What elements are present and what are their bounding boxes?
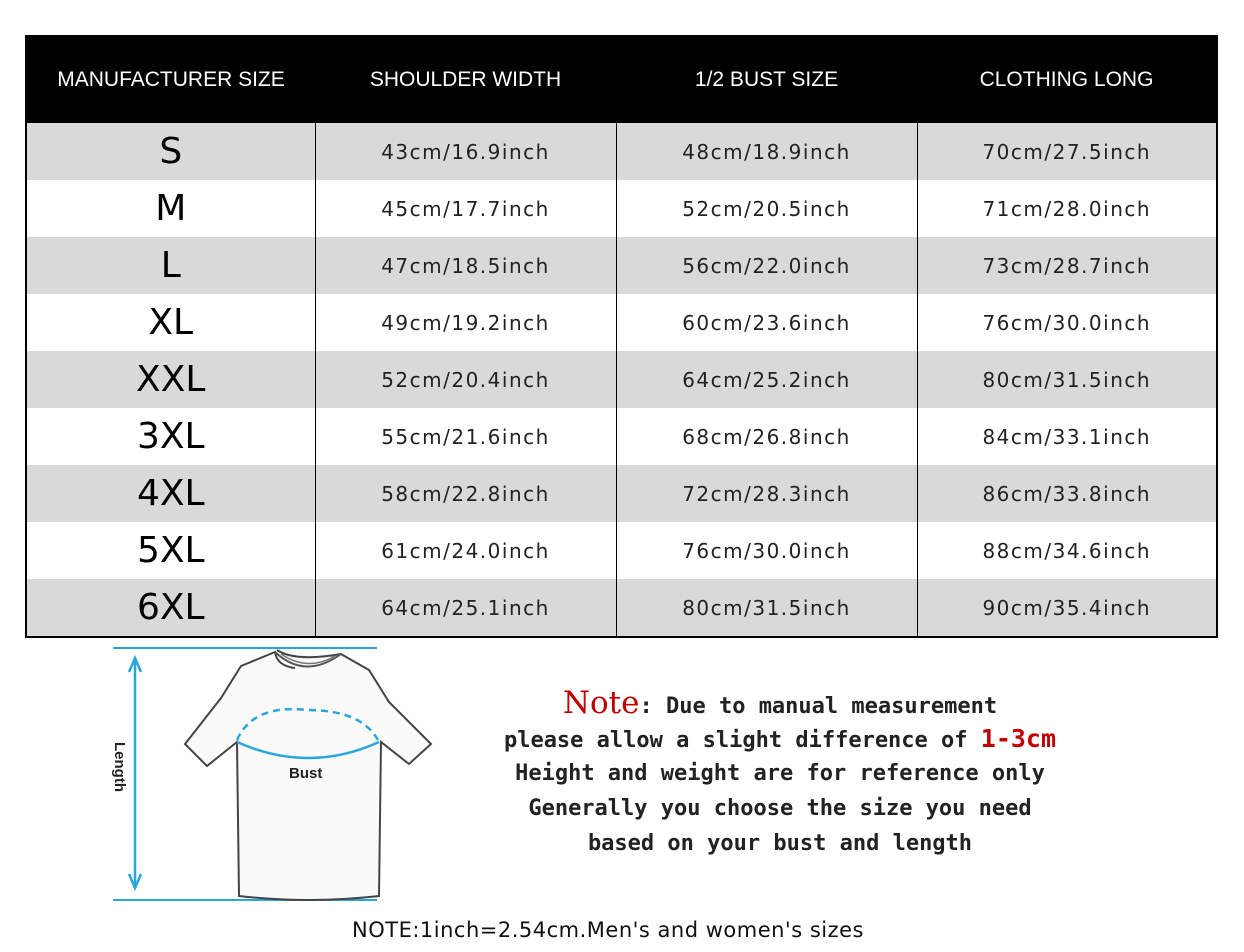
bust-cell: 76cm/30.0inch	[616, 522, 917, 579]
table-row	[26, 408, 1217, 465]
footer-note: NOTE:1inch=2.54cm.Men's and women's sizes	[352, 918, 864, 942]
note-title: Note	[562, 685, 640, 721]
size-cell: XXL	[26, 351, 315, 408]
shoulder-cell: 43cm/16.9inch	[315, 123, 616, 180]
shoulder-cell: 64cm/25.1inch	[315, 579, 616, 637]
header-half-bust-size: 1/2 BUST SIZE	[616, 36, 917, 123]
length-cell: 70cm/27.5inch	[917, 123, 1217, 180]
note-line-1-text: : Due to manual measurement	[639, 694, 998, 719]
header-manufacturer-size: MANUFACTURER SIZE	[26, 36, 315, 123]
size-chart-table	[25, 35, 1218, 638]
bust-cell: 60cm/23.6inch	[616, 294, 917, 351]
bust-label: Bust	[289, 765, 323, 782]
note-tolerance-highlight: 1-3cm	[980, 724, 1057, 753]
table-row	[26, 522, 1217, 579]
table-row	[26, 351, 1217, 408]
size-cell: XL	[26, 294, 315, 351]
bust-cell: 72cm/28.3inch	[616, 465, 917, 522]
length-arrow-icon	[129, 658, 141, 888]
shoulder-cell: 45cm/17.7inch	[315, 180, 616, 237]
header-clothing-long: CLOTHING LONG	[917, 36, 1217, 123]
length-cell: 73cm/28.7inch	[917, 237, 1217, 294]
bust-cell: 68cm/26.8inch	[616, 408, 917, 465]
length-cell: 90cm/35.4inch	[917, 579, 1217, 637]
size-cell: 3XL	[26, 408, 315, 465]
bust-cell: 80cm/31.5inch	[616, 579, 917, 637]
table-row	[26, 294, 1217, 351]
shoulder-cell: 52cm/20.4inch	[315, 351, 616, 408]
shoulder-cell: 61cm/24.0inch	[315, 522, 616, 579]
tshirt-measurement-diagram	[105, 642, 445, 907]
bust-cell: 52cm/20.5inch	[616, 180, 917, 237]
table-row	[26, 180, 1217, 237]
length-cell: 76cm/30.0inch	[917, 294, 1217, 351]
shoulder-cell: 58cm/22.8inch	[315, 465, 616, 522]
shoulder-cell: 47cm/18.5inch	[315, 237, 616, 294]
size-cell: 4XL	[26, 465, 315, 522]
note-line-3: Height and weight are for reference only	[515, 761, 1045, 786]
shoulder-cell: 49cm/19.2inch	[315, 294, 616, 351]
note-block	[440, 686, 1120, 861]
note-line-2	[440, 721, 1120, 756]
shoulder-cell: 55cm/21.6inch	[315, 408, 616, 465]
table-row	[26, 465, 1217, 522]
size-cell: 5XL	[26, 522, 315, 579]
table-row	[26, 237, 1217, 294]
table-row	[26, 123, 1217, 180]
note-line-4: Generally you choose the size you need	[528, 796, 1032, 821]
bust-cell: 48cm/18.9inch	[616, 123, 917, 180]
size-cell: S	[26, 123, 315, 180]
note-line-1	[440, 686, 1120, 721]
length-cell: 80cm/31.5inch	[917, 351, 1217, 408]
table-row	[26, 579, 1217, 637]
table-header-row	[26, 36, 1217, 123]
bust-cell: 56cm/22.0inch	[616, 237, 917, 294]
length-cell: 84cm/33.1inch	[917, 408, 1217, 465]
note-line-5: based on your bust and length	[587, 831, 973, 856]
length-cell: 86cm/33.8inch	[917, 465, 1217, 522]
size-cell: M	[26, 180, 315, 237]
length-label: Length	[111, 742, 128, 792]
size-cell: 6XL	[26, 579, 315, 637]
length-cell: 88cm/34.6inch	[917, 522, 1217, 579]
header-shoulder-width: SHOULDER WIDTH	[315, 36, 616, 123]
length-cell: 71cm/28.0inch	[917, 180, 1217, 237]
bust-cell: 64cm/25.2inch	[616, 351, 917, 408]
size-cell: L	[26, 237, 315, 294]
note-line-2-text: please allow a slight difference of	[503, 728, 981, 753]
